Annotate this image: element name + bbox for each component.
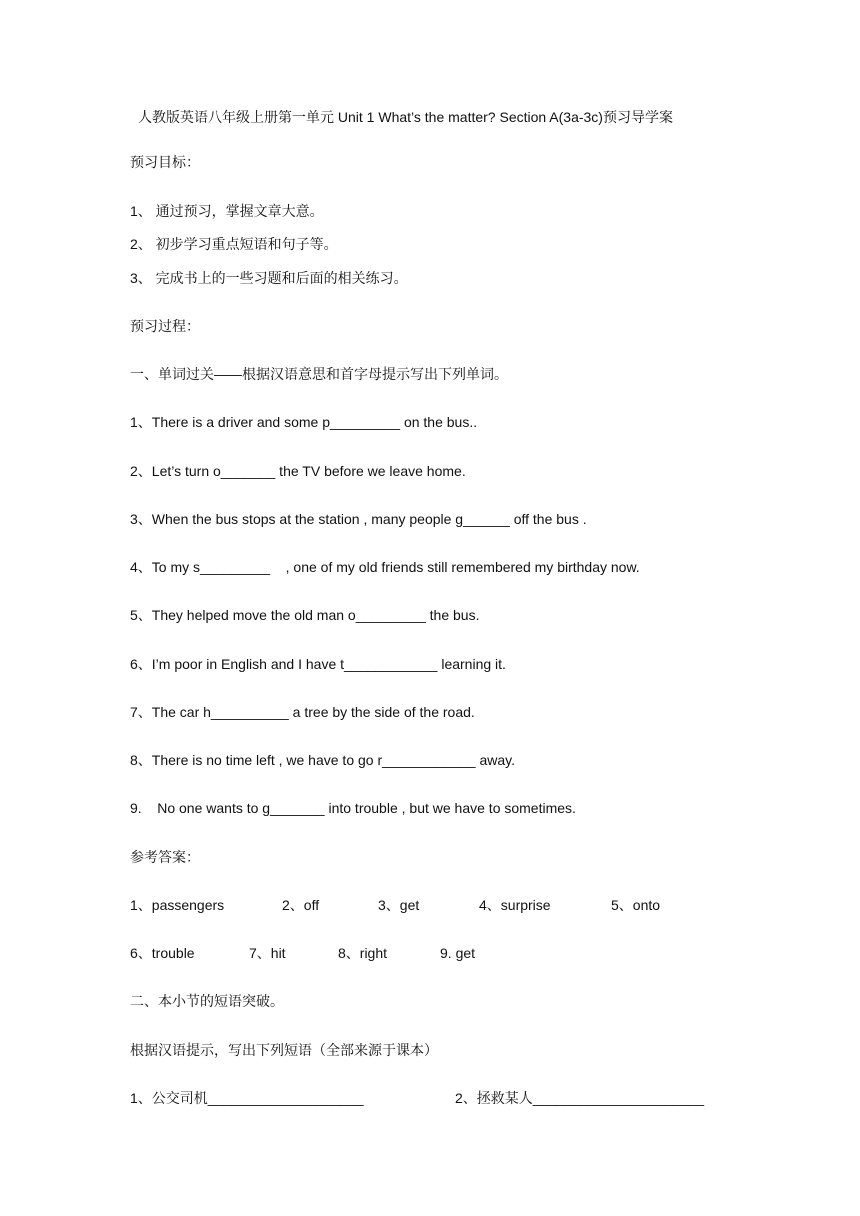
exercise-item-9: 9. No one wants to g_______ into trouble , but we have to sometimes. [130,800,576,816]
phrase-item-2: 2、拯救某人______________________ [455,1090,705,1106]
phrase-item-1: 1、公交司机____________________ [130,1090,364,1106]
goal-item-3: 3、 完成书上的一些习题和后面的相关练习。 [130,270,408,286]
answer-5: 5、onto [611,897,661,913]
exercise-item-4: 4、To my s_________ , one of my old friends still remembered my birthday now. [130,559,640,575]
exercise-item-8: 8、There is no time left , we have to go r____________ away. [130,752,515,768]
goal-item-2: 2、 初步学习重点短语和句子等。 [130,236,338,252]
exercise-item-1: 1、There is a driver and some p_________ on the bus.. [130,414,478,430]
exercise-item-2: 2、Let’s turn o_______ the TV before we leave home. [130,463,466,479]
answer-4: 4、surprise [479,897,551,913]
exercise-item-6: 6、I’m poor in English and I have t____________ learning it. [130,656,506,672]
goals-heading: 预习目标： [130,154,200,170]
process-heading: 预习过程： [130,318,200,334]
answer-7: 7、hit [249,945,286,961]
answer-3: 3、get [378,897,420,913]
exercise-item-7: 7、The car h__________ a tree by the side of the road. [130,704,475,720]
answer-1: 1、passengers [130,897,225,913]
goal-item-1: 1、 通过预习，掌握文章大意。 [130,203,324,219]
answer-8: 8、right [338,945,388,961]
document-title: 人教版英语八年级上册第一单元 Unit 1 What’s the matter? Section A(3a-3c)预习导学案 [138,109,673,125]
section2-heading: 二、本小节的短语突破。 [130,993,284,1009]
answer-2: 2、off [282,897,320,913]
exercise-item-5: 5、They helped move the old man o_________ the bus. [130,607,480,623]
section1-heading: 一、单词过关——根据汉语意思和首字母提示写出下列单词。 [130,366,508,382]
answers-heading: 参考答案： [130,849,200,865]
answer-6: 6、trouble [130,945,195,961]
section2-instruction: 根据汉语提示，写出下列短语（全部来源于课本） [130,1042,438,1058]
exercise-item-3: 3、When the bus stops at the station , many people g______ off the bus . [130,511,587,527]
answer-9: 9. get [440,945,476,961]
